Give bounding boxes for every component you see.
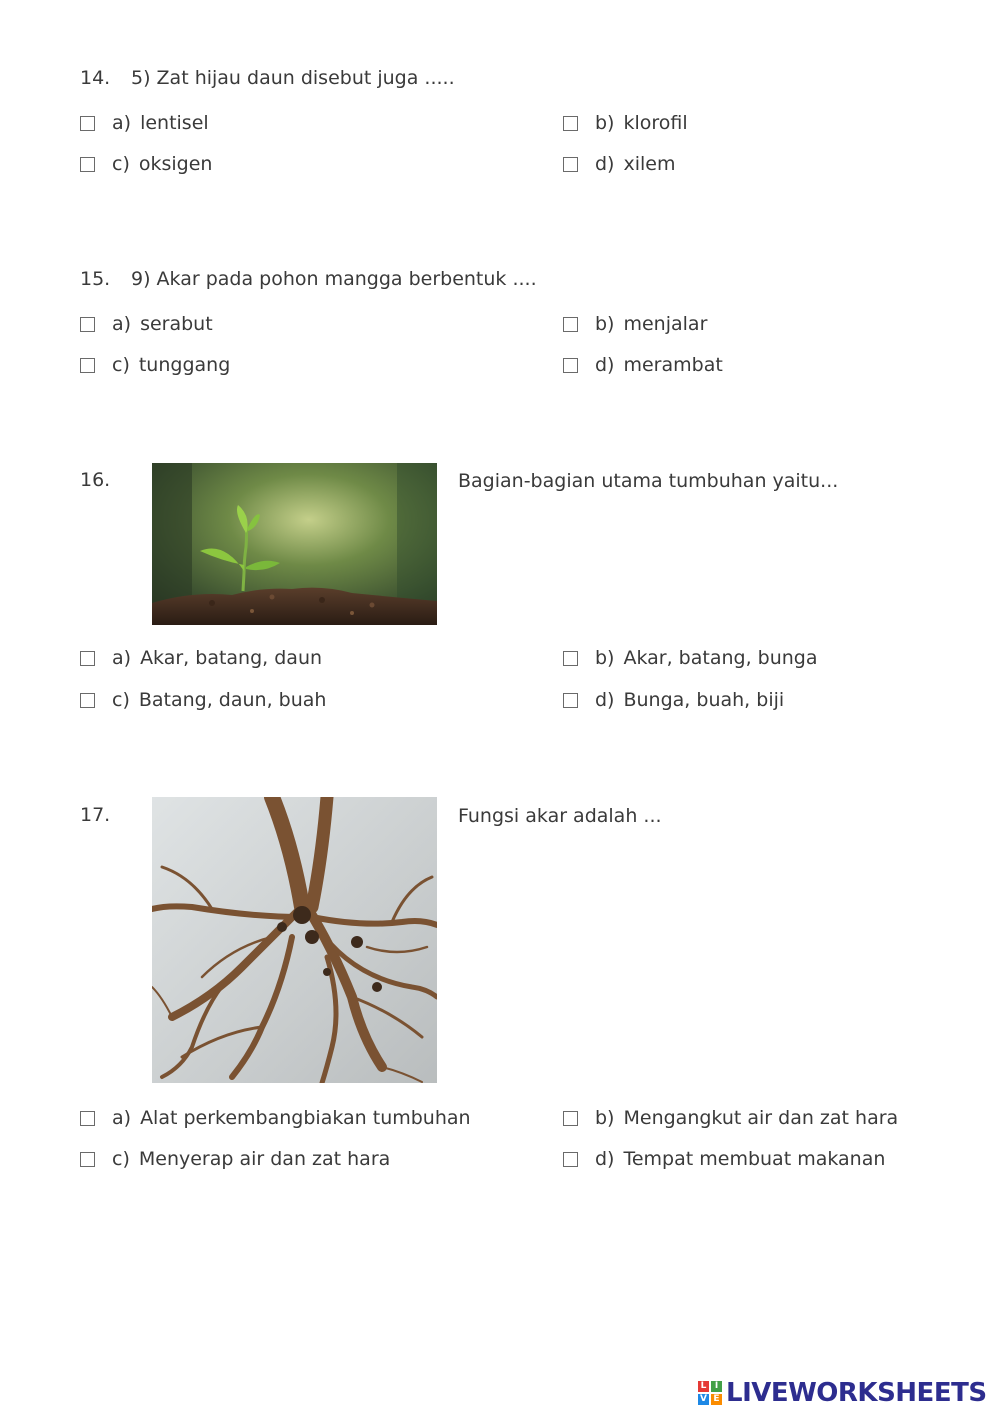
checkbox[interactable] xyxy=(563,358,578,373)
option-label: Batang, daun, buah xyxy=(138,689,327,711)
checkbox[interactable] xyxy=(80,116,95,131)
option-label: Menyerap air dan zat hara xyxy=(138,1148,391,1170)
checkbox[interactable] xyxy=(80,157,95,172)
question-text: 9) Akar pada pohon mangga berbentuk .... xyxy=(131,268,537,290)
checkbox[interactable] xyxy=(563,1152,578,1167)
option-d[interactable] xyxy=(563,1146,885,1172)
option-letter: b) xyxy=(595,313,615,335)
option-c[interactable] xyxy=(80,687,326,713)
option-b[interactable] xyxy=(563,311,707,337)
option-label: lentisel xyxy=(140,112,209,134)
option-c[interactable] xyxy=(80,1146,390,1172)
checkbox[interactable] xyxy=(563,651,578,666)
option-label: klorofil xyxy=(623,112,688,134)
option-letter: d) xyxy=(595,153,615,175)
checkbox[interactable] xyxy=(80,1152,95,1167)
option-letter: c) xyxy=(112,153,130,175)
roots-photo xyxy=(152,797,437,1083)
checkbox[interactable] xyxy=(563,693,578,708)
option-label: merambat xyxy=(623,354,723,376)
option-label: menjalar xyxy=(623,313,708,335)
option-b[interactable] xyxy=(563,1105,898,1131)
question-number: 14. xyxy=(80,67,111,89)
option-letter: a) xyxy=(112,112,132,134)
option-label: tunggang xyxy=(138,354,231,376)
checkbox[interactable] xyxy=(80,317,95,332)
logo-wordmark: LIVEWORKSHEETS xyxy=(726,1378,987,1408)
logo-letter: E xyxy=(711,1394,722,1405)
option-c[interactable] xyxy=(80,151,212,177)
option-letter: d) xyxy=(595,354,615,376)
option-label: Bunga, buah, biji xyxy=(623,689,785,711)
question-number: 17. xyxy=(80,804,111,826)
seedling-illustration xyxy=(152,463,437,625)
option-label: Tempat membuat makanan xyxy=(623,1148,886,1170)
option-letter: a) xyxy=(112,313,132,335)
option-d[interactable] xyxy=(563,352,723,378)
checkbox[interactable] xyxy=(563,157,578,172)
question-text: 5) Zat hijau daun disebut juga ..... xyxy=(131,67,455,89)
option-letter: c) xyxy=(112,354,130,376)
option-letter: c) xyxy=(112,1148,130,1170)
checkbox[interactable] xyxy=(563,317,578,332)
option-a[interactable] xyxy=(80,1105,471,1131)
option-b[interactable] xyxy=(563,110,688,136)
checkbox[interactable] xyxy=(80,1111,95,1126)
checkbox[interactable] xyxy=(80,651,95,666)
option-letter: c) xyxy=(112,689,130,711)
logo-mark-icon xyxy=(698,1381,722,1405)
question-number: 15. xyxy=(80,268,111,290)
option-letter: b) xyxy=(595,112,615,134)
option-label: Akar, batang, daun xyxy=(140,647,323,669)
question-number: 16. xyxy=(80,469,111,491)
liveworksheets-logo xyxy=(698,1378,987,1408)
roots-illustration xyxy=(152,797,437,1083)
option-letter: d) xyxy=(595,1148,615,1170)
question-text: Bagian-bagian utama tumbuhan yaitu... xyxy=(458,470,839,492)
option-label: Alat perkembangbiakan tumbuhan xyxy=(140,1107,471,1129)
option-a[interactable] xyxy=(80,311,213,337)
question-text: Fungsi akar adalah ... xyxy=(458,805,662,827)
checkbox[interactable] xyxy=(80,358,95,373)
option-label: oksigen xyxy=(138,153,213,175)
option-label: serabut xyxy=(140,313,213,335)
option-label: Mengangkut air dan zat hara xyxy=(623,1107,899,1129)
seedling-photo xyxy=(152,463,437,625)
option-label: xilem xyxy=(623,153,676,175)
option-b[interactable] xyxy=(563,645,818,671)
option-d[interactable] xyxy=(563,687,784,713)
logo-letter: L xyxy=(698,1381,709,1392)
logo-letter: I xyxy=(711,1381,722,1392)
option-c[interactable] xyxy=(80,352,230,378)
checkbox[interactable] xyxy=(563,1111,578,1126)
option-a[interactable] xyxy=(80,110,209,136)
checkbox[interactable] xyxy=(563,116,578,131)
option-letter: b) xyxy=(595,647,615,669)
logo-letter: V xyxy=(698,1394,709,1405)
option-letter: a) xyxy=(112,1107,132,1129)
option-letter: b) xyxy=(595,1107,615,1129)
option-a[interactable] xyxy=(80,645,322,671)
option-label: Akar, batang, bunga xyxy=(623,647,818,669)
option-letter: a) xyxy=(112,647,132,669)
checkbox[interactable] xyxy=(80,693,95,708)
option-d[interactable] xyxy=(563,151,675,177)
option-letter: d) xyxy=(595,689,615,711)
